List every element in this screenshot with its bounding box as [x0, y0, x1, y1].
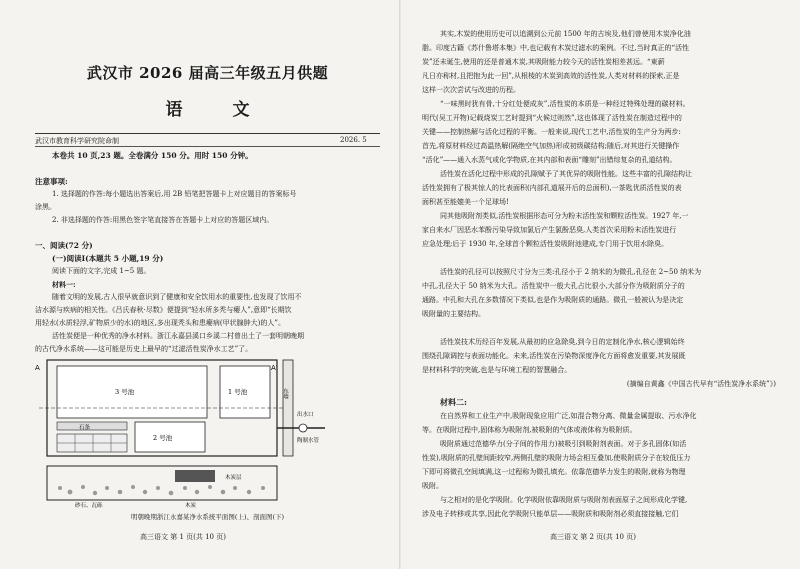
- reading-prompt: 阅读下面的文字,完成 1~5 题。: [52, 267, 151, 275]
- label-wood: 木炭: [185, 503, 197, 508]
- right-para-line: 炭”还未诞生,使用的还是普通木炭,其吸附能力较今天的活性炭相差甚远。“東薪: [422, 58, 665, 66]
- note-1-line-2: 涂黑。: [35, 203, 56, 211]
- material-2-label: 材料二:: [440, 397, 467, 407]
- label-a: A: [35, 364, 40, 372]
- label-ceramic-pipe: 陶制水管: [297, 438, 320, 444]
- exam-title: 武汉市 2026 届高三年级五月供题: [86, 64, 329, 82]
- left-para-line: 的古代净水系统——这可能是历史上最早的“过滤活性炭净水工艺”了。: [35, 345, 253, 353]
- exam-date: 2026. 5: [340, 136, 367, 144]
- left-para-line: 用轻水(水质轻浮,矿物质少的水)的地区,多出现秃头和患瘿病(甲状腺肿大)的人”。: [35, 319, 285, 327]
- right-para-line: 围绕孔隙调控与表面功能化。未来,活性炭在污染物深度净化方面将愈发重要,其发展既: [422, 352, 686, 360]
- right-para-line: 凡日亦称材,且把抱为此一回”,从根棱的木炭到高效的活性炭,人类对材料的探索,正是: [422, 72, 680, 80]
- page-right: [400, 0, 800, 569]
- label-a-prime: A': [271, 364, 278, 372]
- publisher: 武汉市教育科学研究院命制: [35, 137, 119, 145]
- right-para-line: 家自来水厂因恶水苯酚污染导致加氯后产生氯酚恶臭,人类首次采用粉末活性炭进行: [422, 226, 677, 234]
- exam-instructions: 本卷共 10 页,23 题。全卷满分 150 分。用时 150 分钟。: [52, 151, 253, 160]
- label-east-wall: 东墙: [282, 388, 288, 399]
- note-1-line-1: 1. 选择题的作答:每小题选出答案后,用 2B 铅笔把答题卡上对应题目的答案标号: [52, 190, 297, 198]
- right-para-line: 同其他吸附剂类似,活性炭根据形态可分为粉末活性炭和颗粒活性炭。1927 年,一: [440, 212, 689, 220]
- right-para-line: 关键——控制热解与活化过程的平衡。一般来说,现代工艺中,活性炭的生产分为两步:: [422, 128, 681, 136]
- right-para-line: 这样一次次尝试与改进的历程。: [422, 86, 520, 94]
- right-para2-line: 吸附。: [422, 482, 443, 490]
- right-para-line: 首先,将原材料经过高温热解(隔绝空气加热)形成初级碳结构;随后,对其进行关键操作: [422, 142, 680, 150]
- label-pool-1: 1 号池: [228, 388, 248, 396]
- right-para2-line: 与之相对的是化学吸附。化学吸附依靠吸附质与吸附剂表面原子之间形成化学键,: [440, 496, 688, 504]
- section-outline: [47, 466, 277, 500]
- pipe-joint: [299, 424, 307, 432]
- right-para-line: “活化”——通入水蒸气或化学物质,在其内部和表面“雕刻”出错综复杂的孔道结构。: [422, 156, 677, 164]
- right-para-line: 活性炭的孔径可以按照尺寸分为三类:孔径小于 2 纳米的为微孔,孔径在 2~50 纳米为: [440, 268, 702, 276]
- right-para-line: 其实,木炭的使用历史可以追溯到公元前 1500 年的古埃及,他们曾使用木炭净化油: [440, 30, 691, 38]
- label-sand: 砂石、瓦砾: [75, 503, 103, 508]
- right-para-line: 明代(吴工开物)记载烧炭工艺时提到“火候过则然”,这也体现了活性炭在制造过程中的: [422, 114, 682, 122]
- subsection-title: (一)阅读Ⅰ(本题共 5 小题,19 分): [52, 254, 164, 263]
- right-para2-line: 下即可将微孔空间填满,这一过程称为微孔填充。依靠范德华力发生的吸附,就称为物理: [422, 468, 686, 476]
- left-para-line: 随着文明的发展,古人很早就意识到了健康和安全饮用水的重要性,也发现了饮用不: [52, 293, 302, 301]
- left-para-line: 洁水源与疾病的相关性。《吕氏春秋·尽数》便提到“轻水所多秃与瘿人”,意即“长期饮: [35, 306, 292, 314]
- right-para-line: 面积甚至能媲美一个足球场!: [422, 198, 509, 206]
- right-para-line: 吸附量的主要结构。: [422, 310, 485, 318]
- source-citation: (摘编自黄鑫《中国古代早有“活性炭净水系统”》): [626, 380, 776, 388]
- right-para-line: 脂。印度古籍《苏什鲁塔本集》中,也记载有木炭过滤水的案例。不过,当时真正的“活性: [422, 44, 690, 52]
- water-system-diagram: [35, 358, 380, 508]
- right-para-line: 是材料科学的突破,也是与环境工程的智慧融合。: [422, 366, 572, 374]
- divider-top: [35, 133, 380, 134]
- notes-title: 注意事项:: [35, 177, 68, 186]
- divider-bottom: [35, 146, 380, 147]
- label-outlet: 出水口: [297, 412, 314, 418]
- right-para-line: 通路。中孔和大孔在多数情况下类似,也是作为吸附质的通路。微孔一般被认为是决定: [422, 296, 684, 304]
- figure-caption: 明朝晚期浙江永嘉某净水系统平面图(上)、剖面图(下): [130, 513, 285, 521]
- charcoal-layer: [175, 470, 215, 482]
- right-para2-line: 在自然界和工业生产中,吸附现象应用广泛,如混合物分离、微量金属提取、污水净化: [440, 412, 697, 420]
- right-para2-line: 涉及电子转移或共享,因此化学吸附只能单层——吸附质和吸附剂必须直接接触,它们: [422, 510, 679, 518]
- right-para-line: “一味黑时犹有骨,十分红处便成灰”,活性炭的本质是一种经过特殊处理的碳材料。: [440, 100, 690, 108]
- stone-slab: [57, 422, 127, 430]
- right-para-line: 活性炭拥有了极其惊人的比表面积(内部孔道展开后的总面积),一茶匙优质活性炭的表: [422, 184, 682, 192]
- subject-title: 语 文: [165, 100, 272, 120]
- label-pool-3: 3 号池: [115, 388, 135, 396]
- east-wall: [283, 360, 293, 456]
- label-pool-2: 2 号池: [153, 434, 173, 442]
- page-footer-left: 高三语文 第 1 页(共 10 页): [140, 533, 226, 541]
- right-para-line: 中孔,孔径大于 50 纳米为大孔。活性炭中一般大孔占比很小,大部分作为吸附质分子的: [422, 282, 685, 290]
- right-para-line: 活性炭在活化过程中形成的孔隙赋予了其优异的吸附性能。这些丰富的孔隙结构让: [440, 170, 692, 178]
- page-footer-right: 高三语文 第 2 页(共 10 页): [550, 533, 636, 541]
- right-para-line: 活性炭技术历经百年发展,从最初的应急除臭,到今日的定制化净水,核心逻辑始终: [440, 338, 685, 346]
- note-2: 2. 非选择题的作答:用黑色签字笔直接答在答题卡上对应的答题区域内。: [52, 216, 274, 224]
- section-title: 一、阅读(72 分): [35, 241, 93, 250]
- right-para2-line: 性炭),吸附质的孔壁间距较窄,两侧孔壁的吸附力场会相互叠加,使吸附质分子在较低压力: [422, 454, 691, 462]
- label-charcoal-layer: 木炭层: [225, 475, 242, 481]
- right-para2-line: 吸附质通过范德华力(分子间的作用力)被吸引到吸附剂表面。对于多孔固体(如活: [440, 440, 687, 448]
- right-para-line: 应急处理;后于 1930 年,全球首个颗粒活性炭吸附池建成,专门用于饮用水除臭。: [422, 240, 669, 248]
- left-para-line: 活性炭便是一种优秀的净水材料。浙江永嘉县溪口乡溪二村曾出土了一套明朝晚期: [52, 332, 304, 340]
- right-para2-line: 等。在吸附过程中,固体称为吸附剂,被吸附的气体或液体称为吸附质。: [422, 426, 637, 434]
- material-1-label: 材料一:: [52, 280, 76, 289]
- label-stone: 石条: [79, 425, 91, 431]
